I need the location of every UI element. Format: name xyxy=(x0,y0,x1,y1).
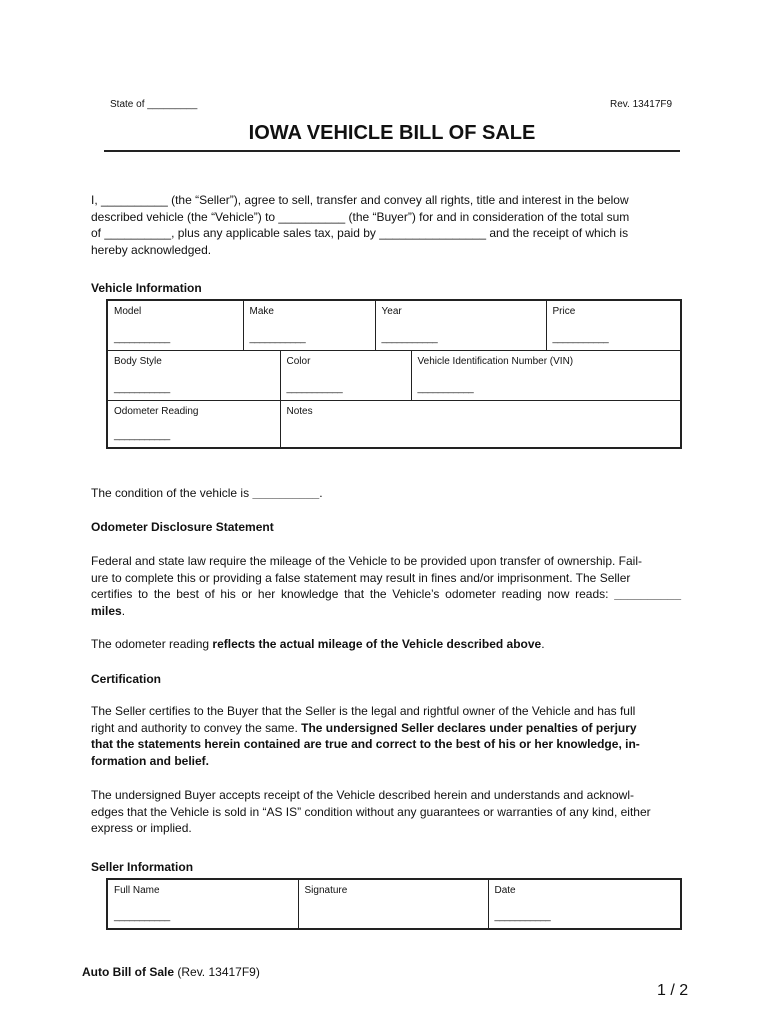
reading-end: . xyxy=(541,637,545,651)
cell-label: Signature xyxy=(304,885,348,896)
notes-cell[interactable] xyxy=(280,400,681,448)
cell-label: Year xyxy=(381,306,402,317)
intro-line: described vehicle (the “Vehicle”) to __________ (the “Buyer”) for and in consideration of the total sum xyxy=(91,209,630,224)
year-blank[interactable]: ___________ xyxy=(381,332,438,344)
intro-line: of __________, plus any applicable sales tax, paid by ________________ and the receipt of which is xyxy=(91,226,629,240)
cell-label: Notes xyxy=(286,405,313,417)
cell-label: Make xyxy=(249,306,274,317)
seller-info-heading: Seller Information xyxy=(91,860,194,874)
cell-label: Date xyxy=(494,885,516,896)
intro-line: hereby acknowledged. xyxy=(91,242,212,257)
odometer-cell[interactable] xyxy=(107,400,280,448)
make-blank[interactable]: ___________ xyxy=(249,332,306,344)
certification-heading: Certification xyxy=(91,672,162,686)
intro-paragraph xyxy=(91,192,681,258)
reading-prefix: The odometer reading xyxy=(91,637,210,651)
cert-line: edges that the Vehicle is sold in “AS IS” condition without any guarantees or warranties of any kind, either xyxy=(91,804,651,819)
document-title: IOWA VEHICLE BILL OF SALE xyxy=(248,122,536,144)
condition-end: . xyxy=(319,486,323,500)
period: . xyxy=(121,603,126,618)
cert-normal: right and authority to convey the same. xyxy=(91,720,298,735)
cert-line: express or implied. xyxy=(91,821,192,835)
odometer-blank[interactable]: ___________ xyxy=(114,430,170,441)
cell-label: Model xyxy=(114,306,142,317)
date-blank[interactable]: ___________ xyxy=(494,911,551,922)
cert-line: The undersigned Buyer accepts receipt of the Vehicle described herein and understands and acknowl- xyxy=(91,788,635,802)
year-cell[interactable] xyxy=(375,300,546,350)
cert-bold: The undersigned Seller declares under penalties of perjury xyxy=(301,720,637,735)
color-blank[interactable]: ___________ xyxy=(286,382,343,394)
certification-paragraph-2 xyxy=(91,787,681,837)
vehicle-info-heading: Vehicle Information xyxy=(91,281,202,295)
price-cell[interactable] xyxy=(546,300,681,350)
cert-line xyxy=(91,720,681,737)
odometer-line: Federal and state law require the mileage of the Vehicle to be provided upon transfer of ownership. Fail- xyxy=(91,554,642,568)
full-name-cell[interactable] xyxy=(107,879,298,929)
certification-paragraph-1 xyxy=(91,703,681,769)
odometer-line: ure to complete this or providing a false statement may result in fines and/or imprisonment. The Seller xyxy=(91,570,631,585)
revision-number: Rev. 13417F9 xyxy=(610,99,673,110)
vin-cell[interactable] xyxy=(411,350,681,400)
cell-label: Price xyxy=(552,306,576,317)
cell-label: Odometer Reading xyxy=(114,405,199,417)
footer-revision: (Rev. 13417F9) xyxy=(177,965,260,979)
odometer-line-text: certifies to the best of his or her knowledge that the Vehicle’s odometer reading now reads: xyxy=(91,587,609,601)
cert-line xyxy=(91,753,681,770)
make-cell[interactable] xyxy=(243,300,375,350)
odometer-line xyxy=(91,586,681,603)
odometer-paragraph xyxy=(91,553,681,619)
signature-cell[interactable] xyxy=(298,879,488,929)
condition-blank[interactable]: __________ xyxy=(252,486,320,500)
cert-line: The Seller certifies to the Buyer that the Seller is the legal and rightful owner of the Vehicle and has full xyxy=(91,704,636,718)
footer-title: Auto Bill of Sale xyxy=(82,965,175,979)
miles-label: miles xyxy=(91,603,122,618)
reading-bold: reflects the actual mileage of the Vehicle described above xyxy=(212,637,542,651)
intro-line: I, __________ (the “Seller”), agree to sell, transfer and convey all rights, title and interest in the below xyxy=(91,193,629,207)
cell-label: Full Name xyxy=(114,885,160,896)
title-divider xyxy=(104,150,680,152)
color-cell[interactable] xyxy=(280,350,411,400)
date-cell[interactable] xyxy=(488,879,681,929)
price-blank[interactable]: ___________ xyxy=(552,332,609,344)
odometer-line xyxy=(91,603,681,620)
footer-doc-name xyxy=(82,965,260,979)
model-cell[interactable] xyxy=(107,300,243,350)
cert-line xyxy=(91,736,681,753)
seller-info-table xyxy=(106,878,682,930)
odometer-heading: Odometer Disclosure Statement xyxy=(91,520,274,534)
state-field: State of _________ xyxy=(110,99,198,110)
cert-bold: formation and belief. xyxy=(91,753,210,768)
odometer-miles-blank[interactable]: __________ xyxy=(614,587,681,601)
model-blank[interactable]: ___________ xyxy=(114,332,170,344)
condition-text: The condition of the vehicle is xyxy=(91,486,250,500)
vin-blank[interactable]: ___________ xyxy=(417,382,474,394)
cert-bold: that the statements herein contained are true and correct to the best of his or her knowledge, in- xyxy=(91,737,640,751)
page-number: 1 / 2 xyxy=(657,982,689,999)
body-style-cell[interactable] xyxy=(107,350,280,400)
odometer-reading-statement xyxy=(91,636,545,653)
cell-label: Body Style xyxy=(114,355,162,367)
condition-line xyxy=(91,485,323,502)
body-style-blank[interactable]: ___________ xyxy=(114,382,170,394)
full-name-blank[interactable]: ___________ xyxy=(114,911,170,922)
cell-label: Color xyxy=(286,355,311,367)
vehicle-info-table xyxy=(106,299,682,449)
cell-label: Vehicle Identification Number (VIN) xyxy=(417,355,574,367)
